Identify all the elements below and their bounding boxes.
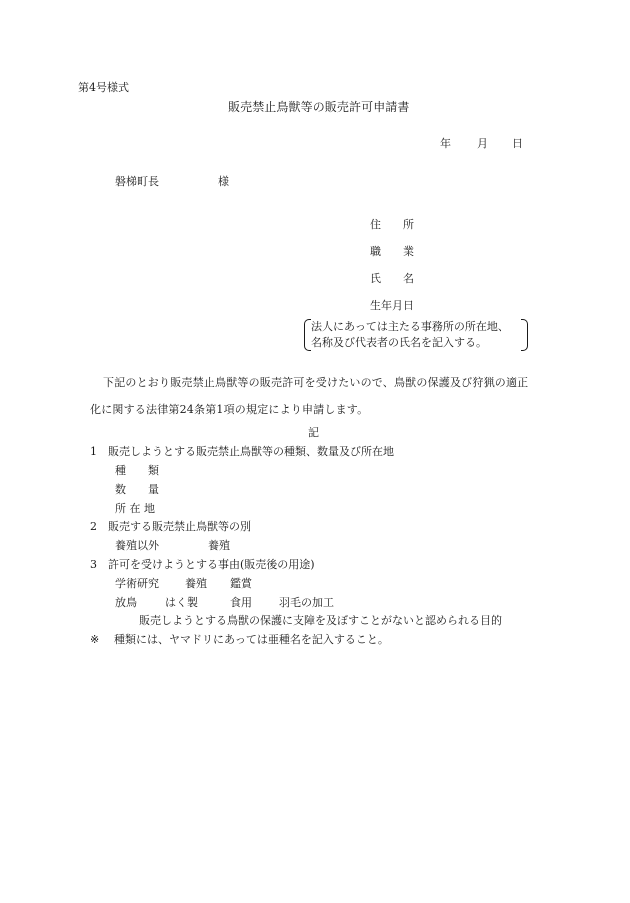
note-text: 種類には、ヤマドリにあっては亜種名を記入すること。 <box>114 633 389 646</box>
section-3-number: 3 <box>90 558 97 571</box>
purpose-other: 販売しようとする鳥獣の保護に支障を及ぼすことがないと認められる目的 <box>139 614 502 627</box>
form-number: 第4号様式 <box>78 81 129 94</box>
left-bracket <box>304 319 311 351</box>
note-symbol: ※ <box>90 633 100 646</box>
body-line-1: 下記のとおり販売禁止鳥獣等の販売許可を受けたいので、鳥獣の保護及び狩猟の適正 <box>103 376 529 389</box>
purpose-viewing: 鑑賞 <box>230 577 252 590</box>
purpose-food: 食用 <box>230 596 252 609</box>
purpose-taxidermy: はく製 <box>165 596 198 609</box>
addressee-name: 磐梯町長 <box>115 175 159 188</box>
name-label: 氏 名 <box>370 272 414 285</box>
section-2-heading: 販売する販売禁止鳥獣等の別 <box>108 520 251 533</box>
purpose-breeding: 養殖 <box>185 577 207 590</box>
field-location-label: 所 在 地 <box>115 502 155 515</box>
date-day-label: 日 <box>512 137 523 150</box>
date-year-label: 年 <box>440 137 451 150</box>
option-non-farmed: 養殖以外 <box>115 539 159 552</box>
ki-heading: 記 <box>308 426 319 439</box>
section-1-number: 1 <box>90 445 97 458</box>
option-farmed: 養殖 <box>208 539 230 552</box>
section-1-heading: 販売しようとする販売禁止鳥獣等の種類、数量及び所在地 <box>108 445 394 458</box>
document-title: 販売禁止鳥獣等の販売許可申請書 <box>228 100 410 114</box>
field-type-label: 種 類 <box>115 464 159 477</box>
section-3-heading: 許可を受けようとする事由(販売後の用途) <box>108 558 315 571</box>
occupation-label: 職 業 <box>370 245 414 258</box>
corporate-note-line-1: 法人にあっては主たる事務所の所在地、 <box>311 320 509 333</box>
addressee-honorific: 様 <box>218 175 229 188</box>
purpose-feather-processing: 羽毛の加工 <box>279 596 334 609</box>
purpose-release: 放鳥 <box>115 596 137 609</box>
address-label: 住 所 <box>370 218 414 231</box>
section-2-number: 2 <box>90 520 97 533</box>
body-line-2: 化に関する法律第24条第1項の規定により申請します。 <box>90 403 369 416</box>
corporate-note-line-2: 名称及び代表者の氏名を記入する。 <box>311 336 487 349</box>
birthdate-label: 生年月日 <box>370 299 414 312</box>
purpose-research: 学術研究 <box>115 577 159 590</box>
field-quantity-label: 数 量 <box>115 483 159 496</box>
date-month-label: 月 <box>477 137 488 150</box>
right-bracket <box>521 319 528 351</box>
